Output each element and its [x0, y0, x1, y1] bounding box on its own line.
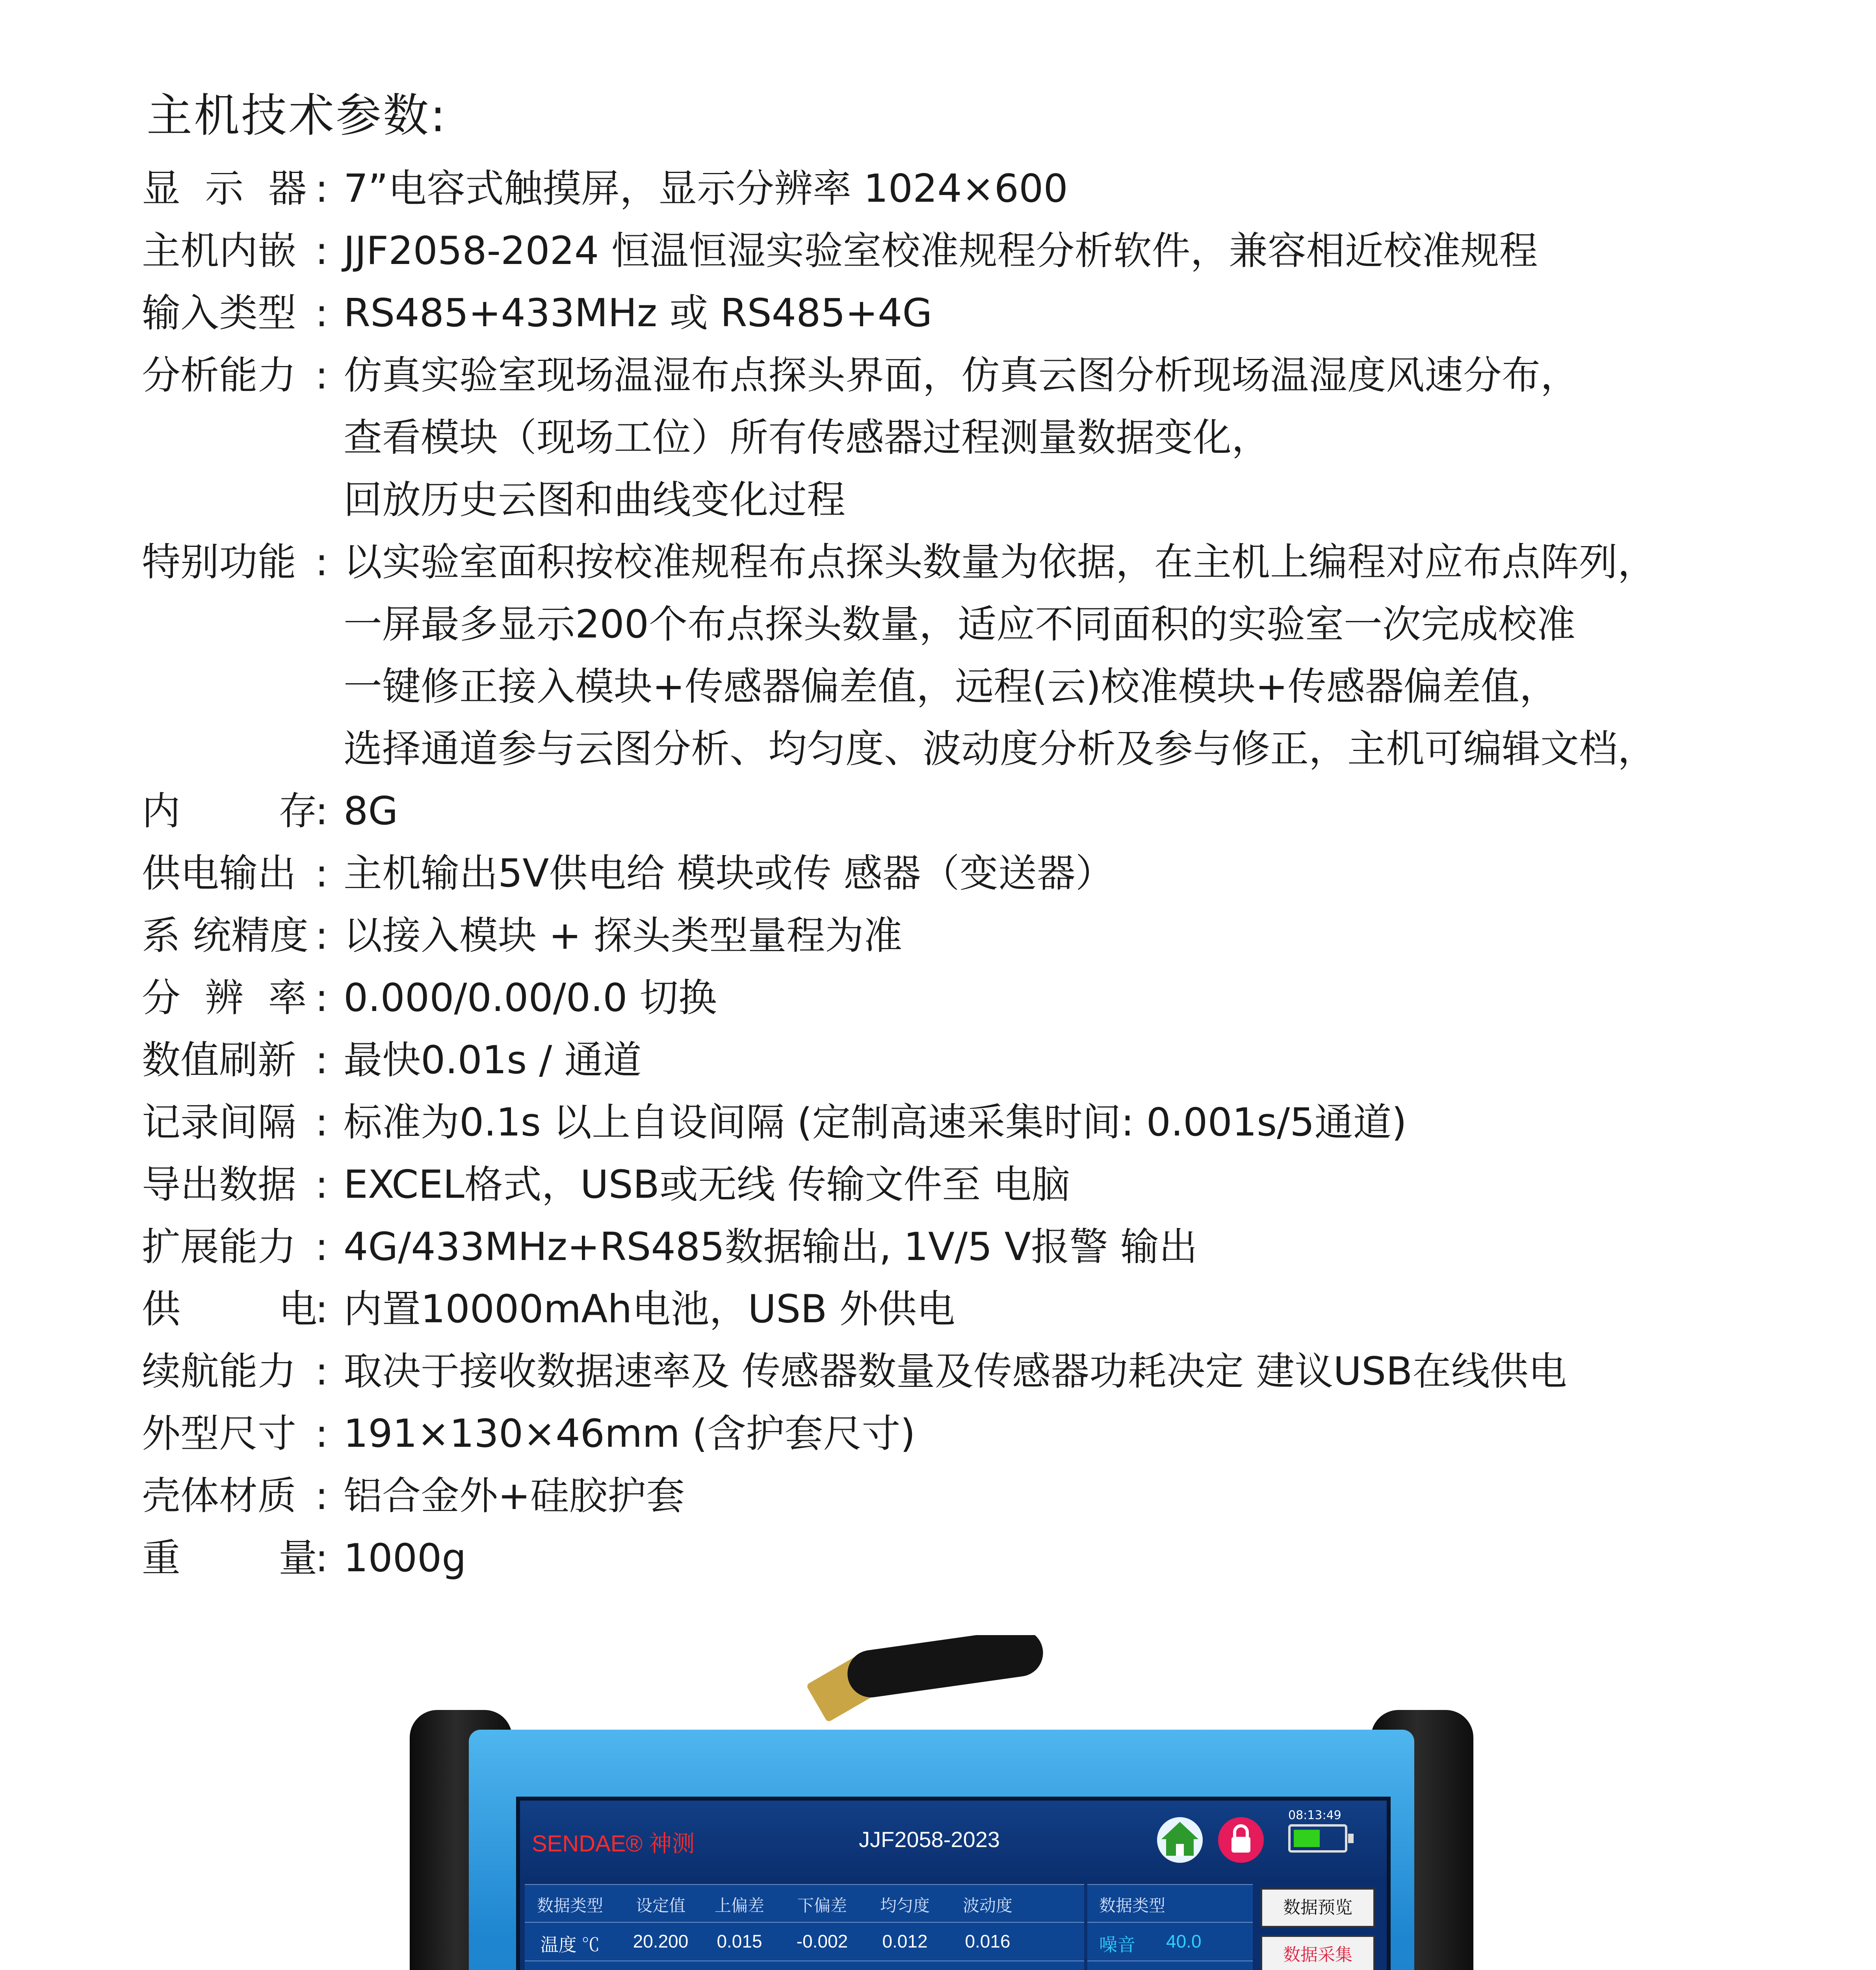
spec-value: 标准为0.1s 以上自设间隔 (定制高速采集时间: 0.001s/5通道)	[344, 1100, 1407, 1145]
spec-label: 记录间隔	[142, 1100, 297, 1145]
spec-label: 壳体材质	[142, 1474, 297, 1518]
spec-label: 数值刷新	[142, 1038, 297, 1083]
lock-icon[interactable]	[1217, 1816, 1265, 1864]
param-cell: 0.016	[965, 1931, 1010, 1951]
device-screen	[516, 1797, 1391, 1970]
spec-value: 仿真实验室现场温湿布点探头界面，仿真云图分析现场温湿度风速分布，	[344, 353, 1579, 398]
param-header-cell: 波动度	[962, 1896, 1012, 1915]
spec-row: 输入类型 : RS485+433MHz 或 RS485+4G	[142, 282, 1796, 344]
spec-value: 7”电容式触摸屏，显示分辨率 1024×600	[344, 166, 1068, 211]
param-cell: 20.200	[633, 1931, 689, 1951]
brand-logo: SENDAE® 神测	[532, 1831, 695, 1857]
spec-row: 外型尺寸 : 191×130×46mm (含护套尺寸)	[142, 1403, 1796, 1465]
spec-continuation	[142, 407, 1796, 469]
screen-header	[520, 1801, 1387, 1879]
spec-label: 供 电	[142, 1287, 318, 1332]
spec-value: 0.000/0.00/0.0 切换	[344, 976, 717, 1020]
spec-value: 查看模块（现场工位）所有传感器过程测量数据变化，	[344, 415, 1270, 460]
home-icon[interactable]	[1154, 1816, 1205, 1864]
param-header	[525, 1884, 1084, 1923]
param-cell: -0.002	[796, 1931, 848, 1951]
spec-row: 显 示 器 : 7”电容式触摸屏，显示分辨率 1024×600	[142, 158, 1796, 220]
spec-row: 数值刷新 : 最快0.01s / 通道	[142, 1029, 1796, 1091]
spec-row: 供 电 : 内置10000mAh电池，USB 外供电	[142, 1278, 1796, 1340]
param-header-cell: 均匀度	[880, 1896, 930, 1915]
spec-label: 扩展能力	[142, 1225, 297, 1269]
parameter-table	[525, 1884, 1084, 1970]
spec-list	[142, 158, 1796, 1589]
extra-row	[1087, 1922, 1253, 1961]
spec-row: 特别功能 : 以实验室面积按校准规程布点探头数量为依据，在主机上编程对应布点阵列，	[142, 531, 1796, 593]
spec-value: EXCEL格式，USB或无线 传输文件至 电脑	[344, 1162, 1070, 1207]
spec-value: JJF2058-2024 恒温恒湿实验室校准规程分析软件，兼容相近校准规程	[344, 229, 1538, 273]
spec-value: 4G/433MHz+RS485数据输出, 1V/5 V报警 输出	[344, 1225, 1198, 1269]
spec-row: 记录间隔 : 标准为0.1s 以上自设间隔 (定制高速采集时间: 0.001s/5通道)	[142, 1091, 1796, 1154]
data-collect-button[interactable]: 数据采集	[1261, 1935, 1375, 1970]
spec-value: 回放历史云图和曲线变化过程	[344, 478, 846, 522]
param-row	[525, 1922, 1084, 1961]
spec-value: 主机输出5V供电给 模块或传 感器（变送器）	[344, 851, 1114, 896]
spec-label: 续航能力	[142, 1349, 297, 1394]
spec-row: 主机内嵌 : JJF2058-2024 恒温恒湿实验室校准规程分析软件，兼容相近校准规程	[142, 220, 1796, 282]
spec-value: 191×130×46mm (含护套尺寸)	[344, 1411, 916, 1456]
battery-level	[1294, 1830, 1320, 1847]
param-cell: 温度 ℃	[540, 1935, 600, 1955]
spec-value: 以接入模块 + 探头类型量程为准	[344, 913, 903, 958]
param-header-cell: 设定值	[635, 1896, 685, 1915]
model-title: JJF2058-2023	[859, 1827, 1000, 1852]
antenna-icon	[804, 1635, 1048, 1730]
device-photo	[410, 1635, 1473, 1970]
spec-label: 系 统精度	[142, 913, 309, 958]
spec-row: 分 辨 率 : 0.000/0.00/0.0 切换	[142, 967, 1796, 1029]
spec-continuation	[142, 593, 1796, 656]
spec-value: 一键修正接入模块+传感器偏差值，远程(云)校准模块+传感器偏差值，	[344, 664, 1558, 709]
spec-value: RS485+433MHz 或 RS485+4G	[344, 291, 932, 336]
spec-continuation	[142, 718, 1796, 780]
param-cell: 0.015	[717, 1931, 762, 1951]
spec-row: 系 统精度 : 以接入模块 + 探头类型量程为准	[142, 905, 1796, 967]
spec-row: 分析能力 : 仿真实验室现场温湿布点探头界面，仿真云图分析现场温湿度风速分布，	[142, 344, 1796, 407]
spec-label: 分析能力	[142, 353, 297, 398]
spec-value: 8G	[344, 789, 398, 834]
spec-row: 供电输出 : 主机输出5V供电给 模块或传 感器（变送器）	[142, 842, 1796, 905]
param-cell: 0.012	[882, 1931, 928, 1951]
extra-header: 数据类型	[1099, 1896, 1166, 1915]
spec-row: 壳体材质 : 铝合金外+硅胶护套	[142, 1465, 1796, 1527]
spec-value: 一屏最多显示200个布点探头数量，适应不同面积的实验室一次完成校准	[344, 602, 1576, 647]
data-preview-button[interactable]: 数据预览	[1261, 1888, 1375, 1927]
spec-continuation	[142, 469, 1796, 531]
spec-row: 扩展能力 : 4G/433MHz+RS485数据输出, 1V/5 V报警 输出	[142, 1216, 1796, 1278]
spec-value: 取决于接收数据速率及 传感器数量及传感器功耗决定 建议USB在线供电	[344, 1349, 1567, 1394]
extra-readings-table	[1087, 1884, 1253, 1970]
spec-label: 供电输出	[142, 851, 297, 896]
extra-value: 40.0	[1166, 1931, 1202, 1951]
spec-label: 特别功能	[142, 540, 297, 585]
spec-row: 导出数据 : EXCEL格式，USB或无线 传输文件至 电脑	[142, 1154, 1796, 1216]
spec-value: 选择通道参与云图分析、均匀度、波动度分析及参与修正，主机可编辑文档，	[344, 727, 1657, 771]
spec-label: 内 存	[142, 789, 318, 834]
spec-row: 重 量 : 1000g	[142, 1527, 1796, 1589]
spec-value: 1000g	[344, 1536, 466, 1581]
spec-label: 主机内嵌	[142, 229, 297, 273]
spec-label: 输入类型	[142, 291, 297, 336]
spec-value: 最快0.01s / 通道	[344, 1038, 642, 1083]
spec-value: 以实验室面积按校准规程布点探头数量为依据，在主机上编程对应布点阵列，	[344, 540, 1657, 585]
page-title: 主机技术参数:	[147, 89, 448, 142]
param-header-cell: 上偏差	[714, 1896, 764, 1915]
extra-label: 噪音	[1099, 1935, 1135, 1955]
spec-label: 导出数据	[142, 1162, 297, 1207]
spec-row: 内 存 : 8G	[142, 780, 1796, 842]
spec-row: 续航能力 : 取决于接收数据速率及 传感器数量及传感器功耗决定 建议USB在线供电	[142, 1340, 1796, 1403]
extra-row	[1087, 1961, 1253, 1970]
spec-label: 分 辨 率	[142, 976, 307, 1020]
param-header-cell: 下偏差	[797, 1896, 847, 1915]
spec-label: 外型尺寸	[142, 1411, 297, 1456]
spec-value: 内置10000mAh电池，USB 外供电	[344, 1287, 955, 1332]
spec-value: 铝合金外+硅胶护套	[344, 1474, 685, 1518]
param-header-cell: 数据类型	[537, 1896, 603, 1915]
spec-label: 重 量	[142, 1536, 318, 1581]
battery-icon	[1288, 1824, 1347, 1853]
param-row	[525, 1961, 1084, 1970]
clock-time: 08:13:49	[1288, 1808, 1341, 1822]
spec-label: 显 示 器	[142, 166, 307, 211]
spec-continuation	[142, 656, 1796, 718]
